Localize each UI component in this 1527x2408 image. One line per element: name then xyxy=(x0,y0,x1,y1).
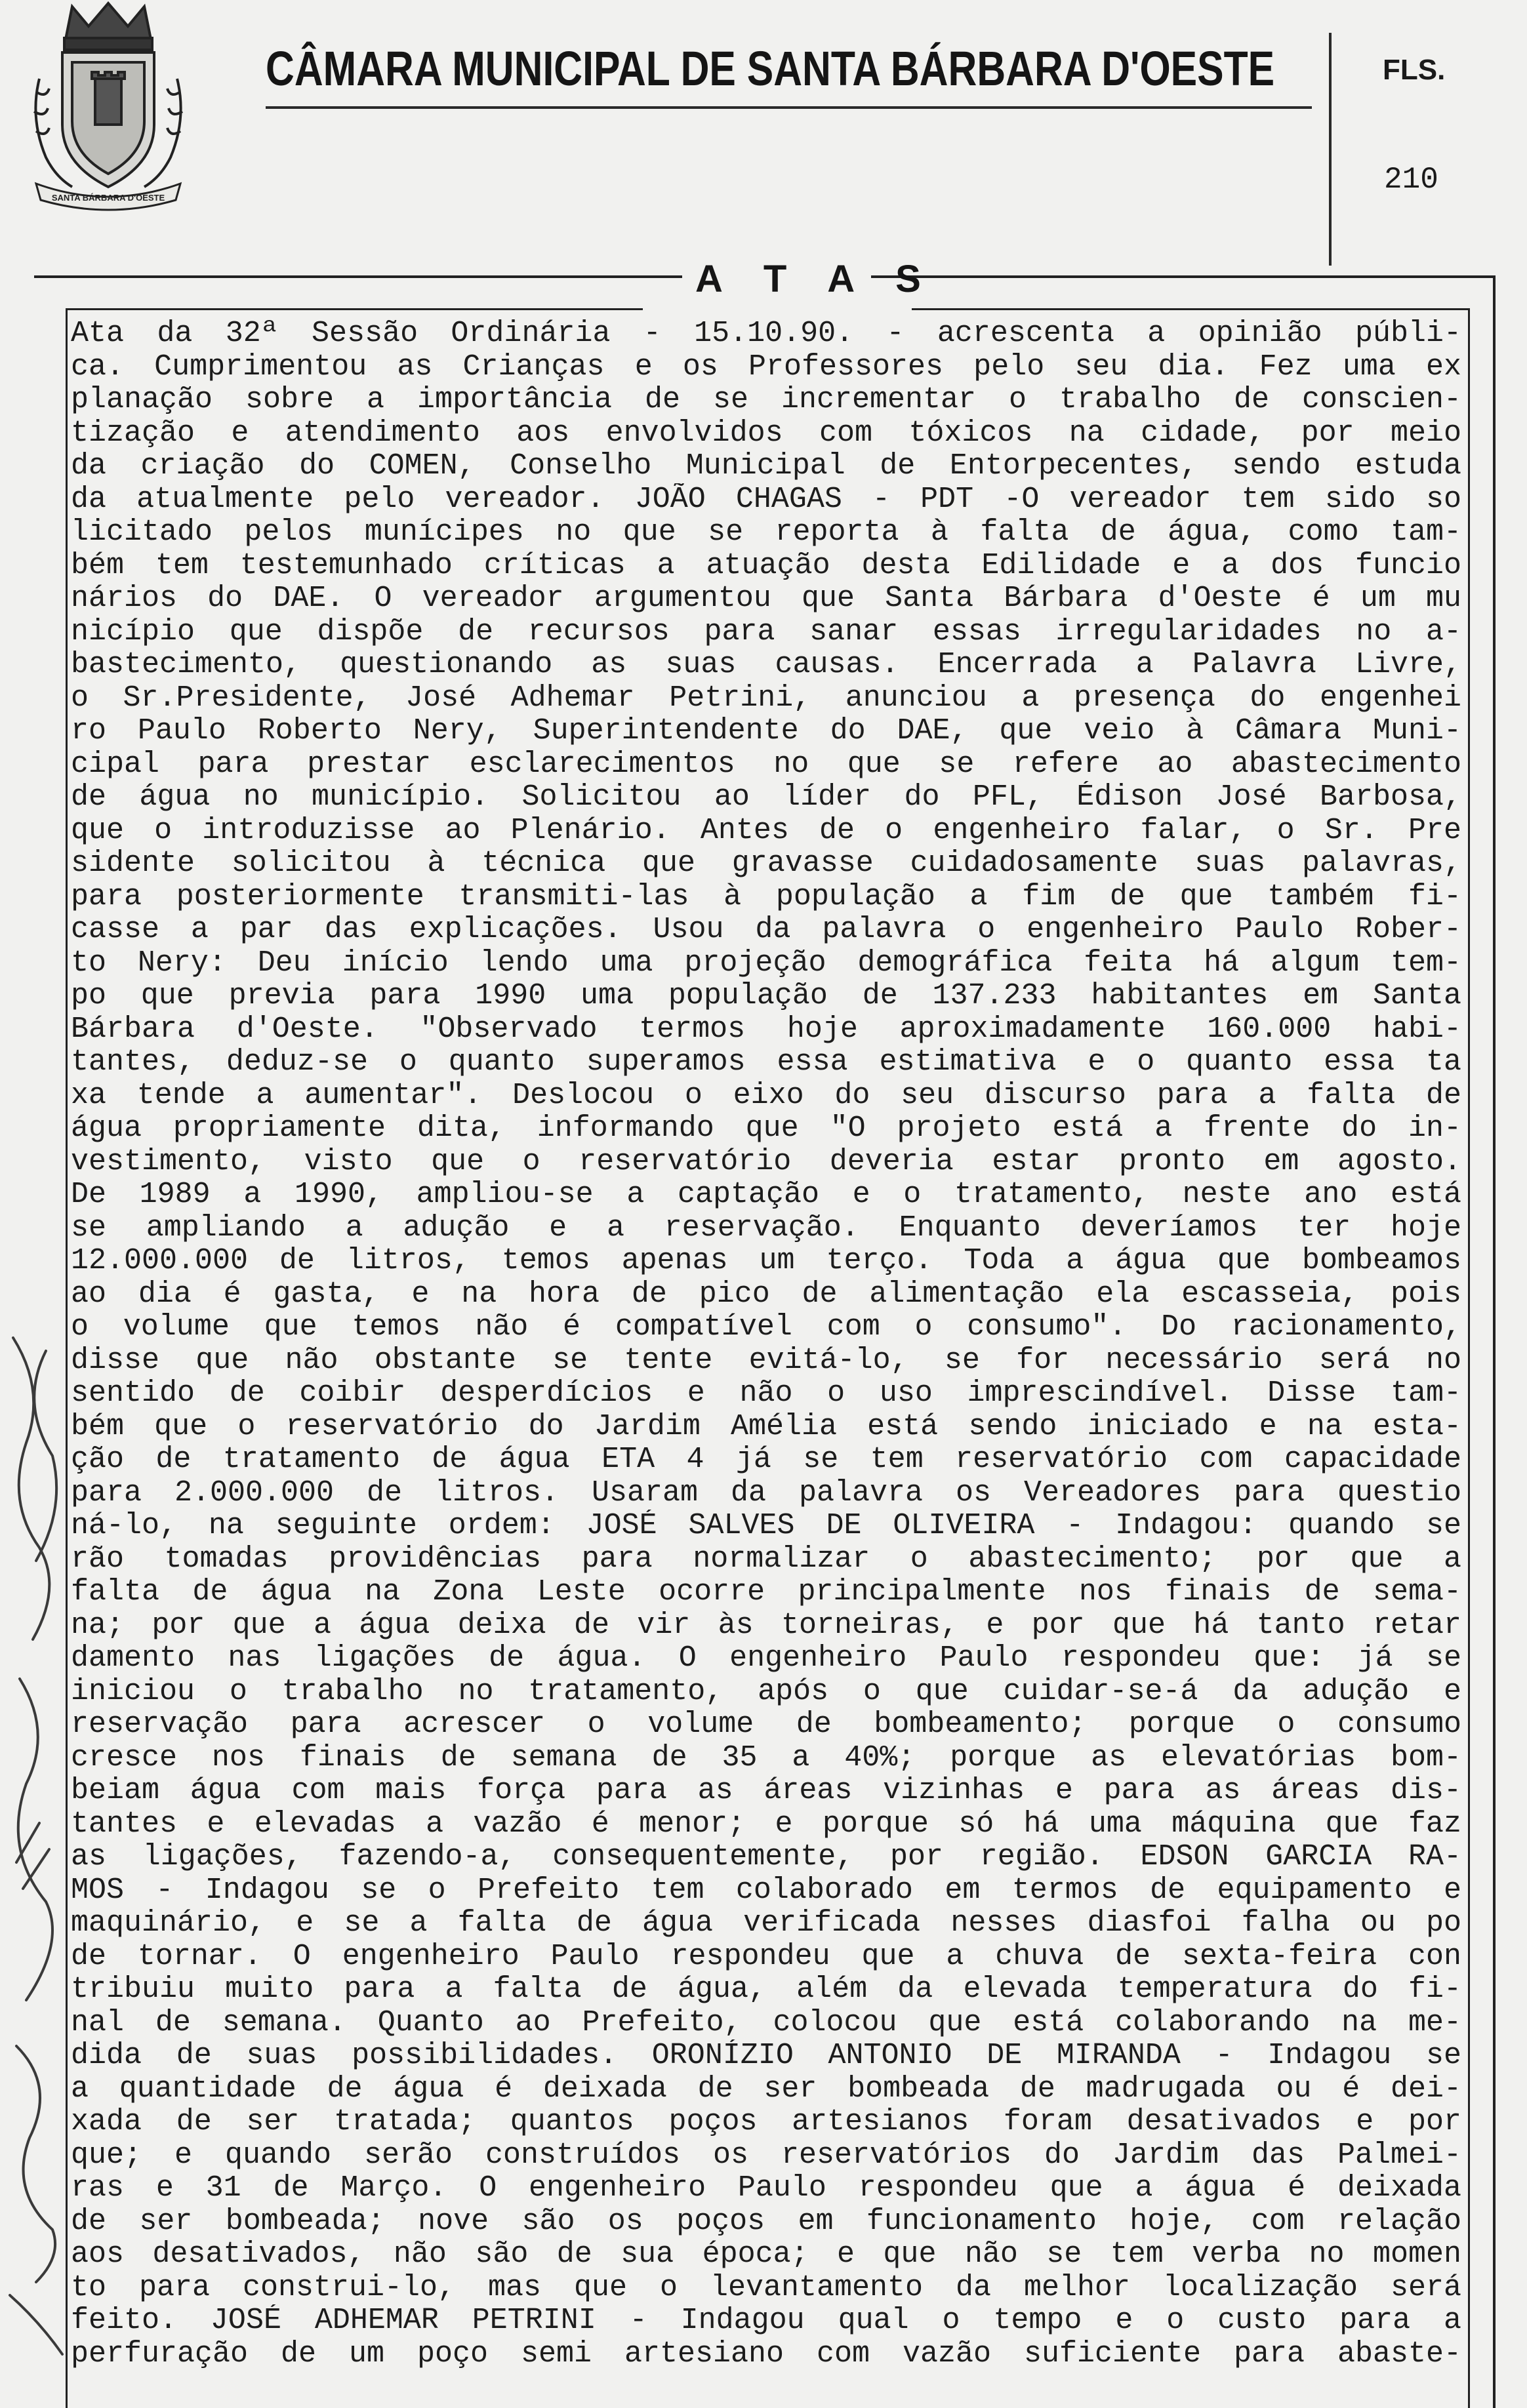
minutes-line: aos desativados, não são de sua época; e que não se tem verba no momen xyxy=(71,2238,1461,2271)
minutes-line: planação sobre a importância de se incrementar o trabalho de conscien- xyxy=(71,384,1461,416)
minutes-body xyxy=(71,317,1461,2371)
minutes-line: bastecimento, questionando as suas causas. Encerrada a Palavra Livre, xyxy=(71,649,1461,681)
minutes-line: de ser bombeada; nove são os poços em funcionamento hoje, com relação xyxy=(71,2205,1461,2238)
minutes-line: para 2.000.000 de litros. Usaram da palavra os Vereadores para questio xyxy=(71,1476,1461,1510)
minutes-line: MOS - Indagou se o Prefeito tem colaborado em termos de equipamento e xyxy=(71,1874,1461,1907)
section-title: A T A S xyxy=(695,258,937,300)
minutes-line: tização e atendimento aos envolvidos com tóxicos na cidade, por meio xyxy=(71,416,1461,450)
frame-border-right xyxy=(1468,308,1470,2408)
minutes-line: licitado pelos munícipes no que se reporta à falta de água, como tam- xyxy=(71,516,1461,549)
minutes-line: tribuiu muito para a falta de água, além da elevada temperatura do fi- xyxy=(71,1973,1461,2006)
minutes-line: ná-lo, na seguinte ordem: JOSÉ SALVES DE OLIVEIRA - Indagou: quando se xyxy=(71,1510,1461,1542)
minutes-line: ção de tratamento de água ETA 4 já se tem reservatório com capacidade xyxy=(71,1443,1461,1476)
minutes-line: damento nas ligações de água. O engenheiro Paulo respondeu que: já se xyxy=(71,1642,1461,1675)
frame-border-top-right xyxy=(871,275,1493,278)
minutes-line: casse a par das explicações. Usou da palavra o engenheiro Paulo Rober- xyxy=(71,913,1461,946)
minutes-line: que o introduzisse ao Plenário. Antes de o engenheiro falar, o Sr. Pre xyxy=(71,814,1461,847)
minutes-line: De 1989 a 1990, ampliou-se a captação e o tratamento, neste ano está xyxy=(71,1178,1461,1211)
minutes-line: disse que não obstante se tente evitá-lo, se for necessário será no xyxy=(71,1344,1461,1377)
frame-inner-border-top-right xyxy=(912,308,1468,310)
minutes-line: to Nery: Deu início lendo uma projeção demográfica feita há algum tem- xyxy=(71,946,1461,980)
minutes-line: de água no município. Solicitou ao líder do PFL, Édison José Barbosa, xyxy=(71,781,1461,814)
minutes-line: ras e 31 de Março. O engenheiro Paulo respondeu que a água é deixada xyxy=(71,2172,1461,2205)
minutes-line: ao dia é gasta, e na hora de pico de alimentação ela escasseia, pois xyxy=(71,1277,1461,1311)
institution-title: CÂMARA MUNICIPAL DE SANTA BÁRBARA D'OESTE xyxy=(266,41,1275,96)
minutes-line: nal de semana. Quanto ao Prefeito, colocou que está colaborando na me- xyxy=(71,2006,1461,2039)
minutes-line: o volume que temos não é compatível com o consumo". Do racionamento, xyxy=(71,1311,1461,1344)
minutes-line: ca. Cumprimentou as Crianças e os Professores pelo seu dia. Fez uma ex xyxy=(71,350,1461,384)
minutes-line: as ligações, fazendo-a, consequentemente, por região. EDSON GARCIA RA- xyxy=(71,1841,1461,1874)
minutes-line: nários do DAE. O vereador argumentou que Santa Bárbara d'Oeste é um mu xyxy=(71,582,1461,615)
minutes-line: de tornar. O engenheiro Paulo respondeu que a chuva de sexta-feira con xyxy=(71,1940,1461,1973)
crest-ribbon-text: SANTA BÁRBARA D'OESTE xyxy=(51,193,165,203)
minutes-line: maquinário, e se a falta de água verificada nesses diasfoi falha ou po xyxy=(71,1907,1461,1940)
minutes-line: tantes, deduz-se o quanto superamos essa estimativa e o quanto essa ta xyxy=(71,1046,1461,1079)
minutes-line: bém tem testemunhado críticas a atuação desta Edilidade e a dos funcio xyxy=(71,549,1461,582)
header-underline xyxy=(266,106,1312,109)
minutes-line: que; e quando serão construídos os reservatórios do Jardim das Palmei- xyxy=(71,2138,1461,2172)
frame-inner-border-top-left xyxy=(66,308,643,310)
minutes-line: xada de ser tratada; quantos poços artesianos foram desativados e por xyxy=(71,2106,1461,2138)
minutes-line: na; por que a água deixa de vir às torneiras, e por que há tanto retar xyxy=(71,1609,1461,1642)
minutes-line: reservação para acrescer o volume de bombeamento; porque o consumo xyxy=(71,1708,1461,1741)
minutes-line: Bárbara d'Oeste. "Observado termos hoje aproximadamente 160.000 habi- xyxy=(71,1013,1461,1046)
minutes-line: da atualmente pelo vereador. JOÃO CHAGAS - PDT -O vereador tem sido so xyxy=(71,483,1461,516)
minutes-line: tantes e elevadas a vazão é menor; e porque só há uma máquina que faz xyxy=(71,1807,1461,1841)
header-divider xyxy=(1329,33,1332,266)
minutes-line: nicípio que dispõe de recursos para sanar essas irregularidades no a- xyxy=(71,615,1461,649)
minutes-line: bém que o reservatório do Jardim Amélia está sendo iniciado e na esta- xyxy=(71,1410,1461,1443)
minutes-line: para posteriormente transmiti-las à população a fim de que também fi- xyxy=(71,880,1461,913)
minutes-line: 12.000.000 de litros, temos apenas um terço. Toda a água que bombeamos xyxy=(71,1245,1461,1277)
minutes-line: po que previa para 1990 uma população de 137.233 habitantes em Santa xyxy=(71,980,1461,1013)
handwritten-signature-icon xyxy=(0,1312,72,2361)
minutes-line: beiam água com mais força para as áreas vizinhas e para as áreas dis- xyxy=(71,1775,1461,1807)
minutes-line: to para construi-lo, mas que o levantamento da melhor localização será xyxy=(71,2271,1461,2304)
minutes-line: iniciou o trabalho no tratamento, após o que cuidar-se-á da adução e xyxy=(71,1675,1461,1708)
minutes-line: dida de suas possibilidades. ORONÍZIO ANTONIO DE MIRANDA - Indagou se xyxy=(71,2039,1461,2072)
minutes-line: falta de água na Zona Leste ocorre principalmente nos finais de sema- xyxy=(71,1576,1461,1609)
minutes-line: perfuração de um poço semi artesiano com vazão suficiente para abaste- xyxy=(71,2337,1461,2371)
frame-outer-border-right xyxy=(1493,275,1496,2408)
minutes-line: xa tende a aumentar". Deslocou o eixo do seu discurso para a falta de xyxy=(71,1079,1461,1112)
municipal-coat-of-arms-icon xyxy=(26,0,190,216)
minutes-line: sentido de coibir desperdícios e não o uso imprescindível. Disse tam- xyxy=(71,1377,1461,1410)
minutes-line: ro Paulo Roberto Nery, Superintendente do DAE, que veio à Câmara Muni- xyxy=(71,715,1461,748)
minutes-line: da criação do COMEN, Conselho Municipal de Entorpecentes, sendo estuda xyxy=(71,450,1461,483)
minutes-line: se ampliando a adução e a reservação. Enquanto deveríamos ter hoje xyxy=(71,1211,1461,1245)
page-number: 210 xyxy=(1384,163,1438,197)
minutes-line: Ata da 32ª Sessão Ordinária - 15.10.90. - acrescenta a opinião públi- xyxy=(71,317,1461,350)
minutes-line: feito. JOSÉ ADHEMAR PETRINI - Indagou qual o tempo e o custo para a xyxy=(71,2304,1461,2337)
minutes-line: água propriamente dita, informando que "O projeto está a frente do in- xyxy=(71,1112,1461,1145)
minutes-line: cresce nos finais de semana de 35 a 40%; porque as elevatórias bom- xyxy=(71,1741,1461,1775)
minutes-line: vestimento, visto que o reservatório deveria estar pronto em agosto. xyxy=(71,1145,1461,1178)
minutes-line: a quantidade de água é deixada de ser bombeada de madrugada ou é dei- xyxy=(71,2072,1461,2106)
fls-label: FLS. xyxy=(1383,54,1446,86)
frame-border-top-left xyxy=(34,275,682,278)
minutes-line: rão tomadas providências para normalizar o abastecimento; por que a xyxy=(71,1542,1461,1576)
minutes-line: sidente solicitou à técnica que gravasse cuidadosamente suas palavras, xyxy=(71,847,1461,880)
minutes-line: o Sr.Presidente, José Adhemar Petrini, anunciou a presença do engenhei xyxy=(71,681,1461,715)
minutes-line: cipal para prestar esclarecimentos no que se refere ao abastecimento xyxy=(71,748,1461,781)
